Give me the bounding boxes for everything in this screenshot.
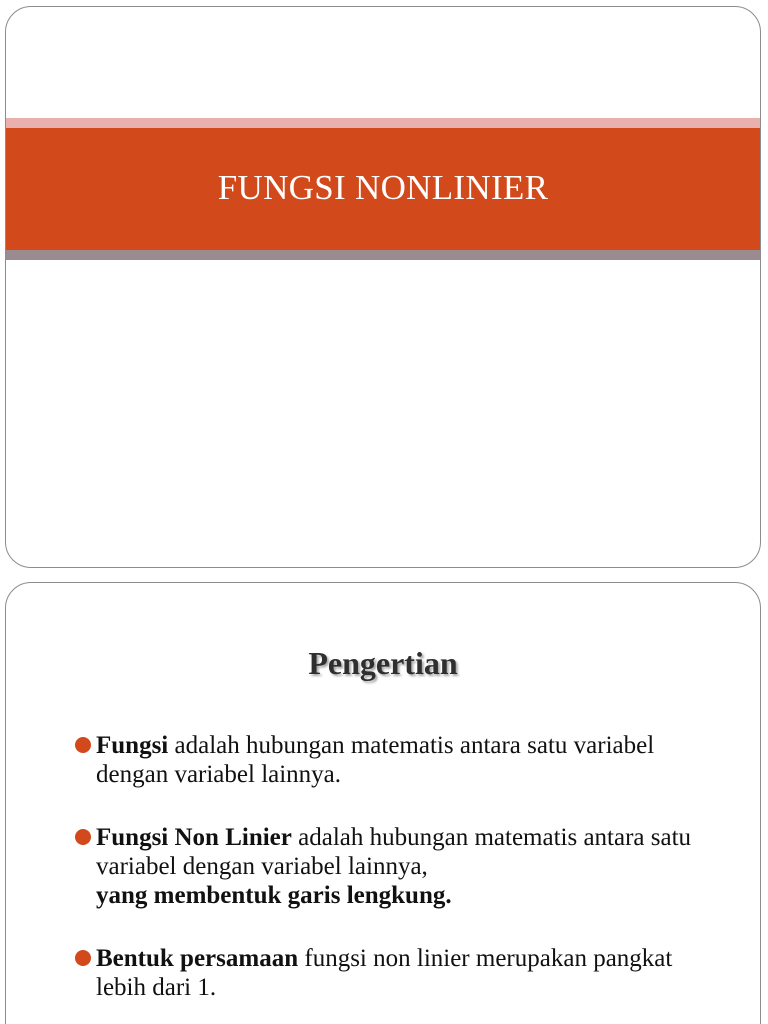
bullet-dot-icon — [75, 829, 91, 845]
content-slide — [5, 582, 761, 1024]
title-band-top-stripe — [6, 118, 760, 128]
title-band-bottom-stripe — [6, 250, 760, 260]
title-slide — [5, 6, 761, 568]
bullet-dot-icon — [75, 950, 91, 966]
title-band — [6, 128, 760, 250]
bullet-list — [72, 731, 712, 1024]
bullet-item-fungsi-non-linier — [72, 823, 712, 910]
slide-heading: Pengertian — [308, 645, 458, 681]
bullet-text: fungsi non linier merupakan pangkat lebih dari 1. — [96, 945, 673, 1001]
bullet-item-fungsi — [72, 731, 712, 789]
bullet-item-bentuk-persamaan — [72, 944, 712, 1002]
bullet-emphasis: yang membentuk garis lengkung. — [96, 882, 452, 909]
slide-title: FUNGSI NONLINIER — [217, 168, 549, 207]
bullet-text: adalah hubungan matematis antara satu variabel dengan variabel lainnya. — [96, 732, 655, 788]
bullet-dot-icon — [75, 737, 91, 753]
bullet-lead: Fungsi — [96, 732, 169, 759]
bullet-lead: Fungsi Non Linier — [96, 824, 292, 851]
bullet-lead: Bentuk persamaan — [96, 945, 299, 972]
bullet-text: adalah hubungan matematis antara satu variabel dengan variabel lainnya, — [96, 824, 692, 880]
